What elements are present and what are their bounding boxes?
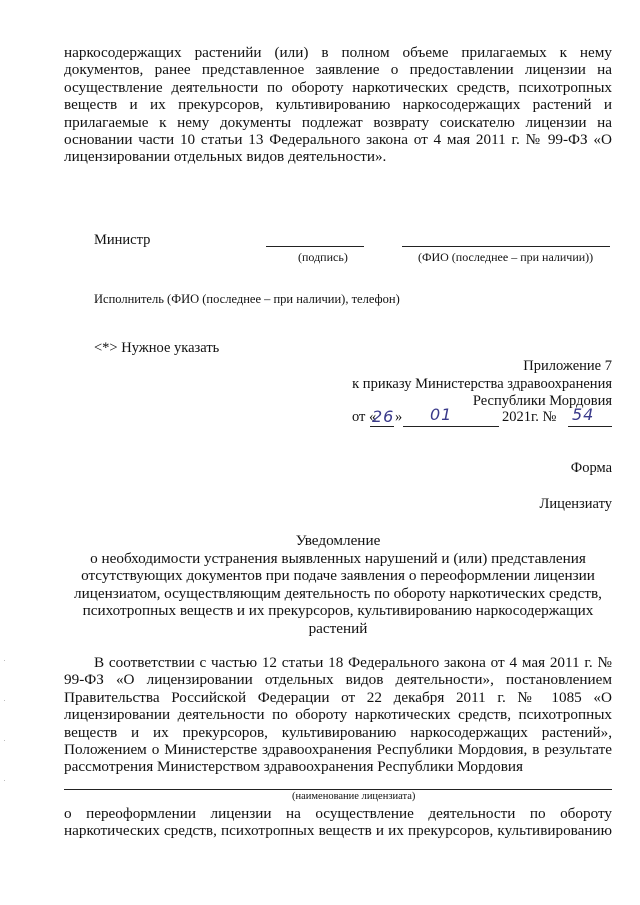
month-line (403, 426, 499, 427)
appendix-year: 2021г. № (502, 409, 557, 425)
addressee-label: Лицензиату (539, 496, 612, 512)
body-line: В соответствии с частью 12 статьи 18 Федерального закона от 4 мая 2011 г. № (94, 654, 612, 671)
scan-artifact (4, 740, 5, 741)
signature-caption: (подпись) (298, 250, 348, 264)
executor-label: Исполнитель (ФИО (последнее – при наличии), телефон) (94, 292, 400, 306)
minister-label: Министр (94, 232, 151, 248)
tail-paragraph (64, 805, 612, 840)
intro-paragraph (64, 44, 612, 166)
body-paragraph (64, 654, 612, 776)
intro-line: наркосодержащих растенийи (или) в полном объеме прилагаемых к нему (64, 44, 612, 61)
body-line: рассмотрения Министерством здравоохранения Республики Мордовия (64, 758, 523, 776)
scan-artifact (4, 700, 5, 701)
tail-line: о переоформлении лицензии на осуществление деятельности по обороту (64, 805, 612, 822)
handwritten-month: 01 (430, 405, 453, 424)
body-line: Положением о Министерстве здравоохранения Республики Мордовия, в результате (64, 741, 612, 759)
appendix-order: к приказу Министерства здравоохранения (352, 376, 612, 392)
notice-subtitle-line: лицензиатом, осуществляющим деятельность по обороту наркотических средств, (74, 584, 602, 602)
name-line (402, 246, 610, 247)
signature-line (266, 246, 364, 247)
appendix-date-prefix: от « (352, 409, 377, 425)
intro-line: лицензировании отдельных видов деятельности». (64, 148, 387, 166)
notice-subtitle-line: психотропных веществ и их прекурсоров, культивированию наркосодержащих (82, 602, 594, 620)
body-line: лицензировании деятельности по обороту наркотических средств, психотропных (64, 706, 612, 724)
intro-line: основании части 10 статьи 13 Федерального закона от 4 мая 2011 г. № 99-ФЗ «О (64, 131, 612, 149)
name-caption: (ФИО (последнее – при наличии)) (418, 250, 594, 264)
handwritten-number: 54 (572, 405, 595, 424)
intro-line: прилагаемые к нему документы подлежат возврату соискателю лицензии на (64, 113, 612, 131)
notice-heading (64, 532, 612, 549)
scan-artifact (4, 660, 5, 661)
notice-subtitle-line: о необходимости устранения выявленных нарушений и (или) представления (90, 550, 586, 567)
licensee-caption: (наименование лицензиата) (292, 791, 416, 802)
body-line: Правительства Российской Федерации от 22 декабря 2011 г. № 1085 «О (64, 688, 612, 706)
appendix-date-quote: » (395, 409, 403, 425)
footnote: <*> Нужное указать (94, 340, 220, 356)
appendix-title: Приложение 7 (523, 358, 612, 374)
body-line: веществ и их прекурсоров, культивированию наркосодержащих растений», (64, 723, 612, 741)
scan-artifact (4, 780, 5, 781)
licensee-name-line (64, 789, 612, 790)
intro-line: осуществление деятельности по обороту наркотических средств, психотропных (64, 78, 612, 96)
appendix-ministry: Республики Мордовия (472, 393, 612, 409)
notice-subtitle-line: растений (308, 619, 368, 637)
notice-title: Уведомление (295, 532, 381, 549)
notice-subtitle-line: отсутствующих документов при подаче заявления о переоформлении лицензии (81, 567, 595, 585)
intro-line: веществ и их прекурсоров, культивированию наркосодержащих растений и (64, 96, 612, 114)
form-label: Форма (570, 460, 612, 476)
intro-line: документов, ранее представленное заявление о предоставлении лицензии на (64, 61, 612, 79)
day-line (370, 426, 394, 427)
handwritten-day: 26 (372, 407, 395, 426)
notice-subtitle (64, 550, 612, 637)
number-line (568, 426, 612, 427)
tail-line: наркотических средств, психотропных веществ и их прекурсоров, культивированию (64, 822, 612, 840)
body-line: 99-ФЗ «О лицензировании отдельных видов деятельности», постановлением (64, 671, 612, 689)
